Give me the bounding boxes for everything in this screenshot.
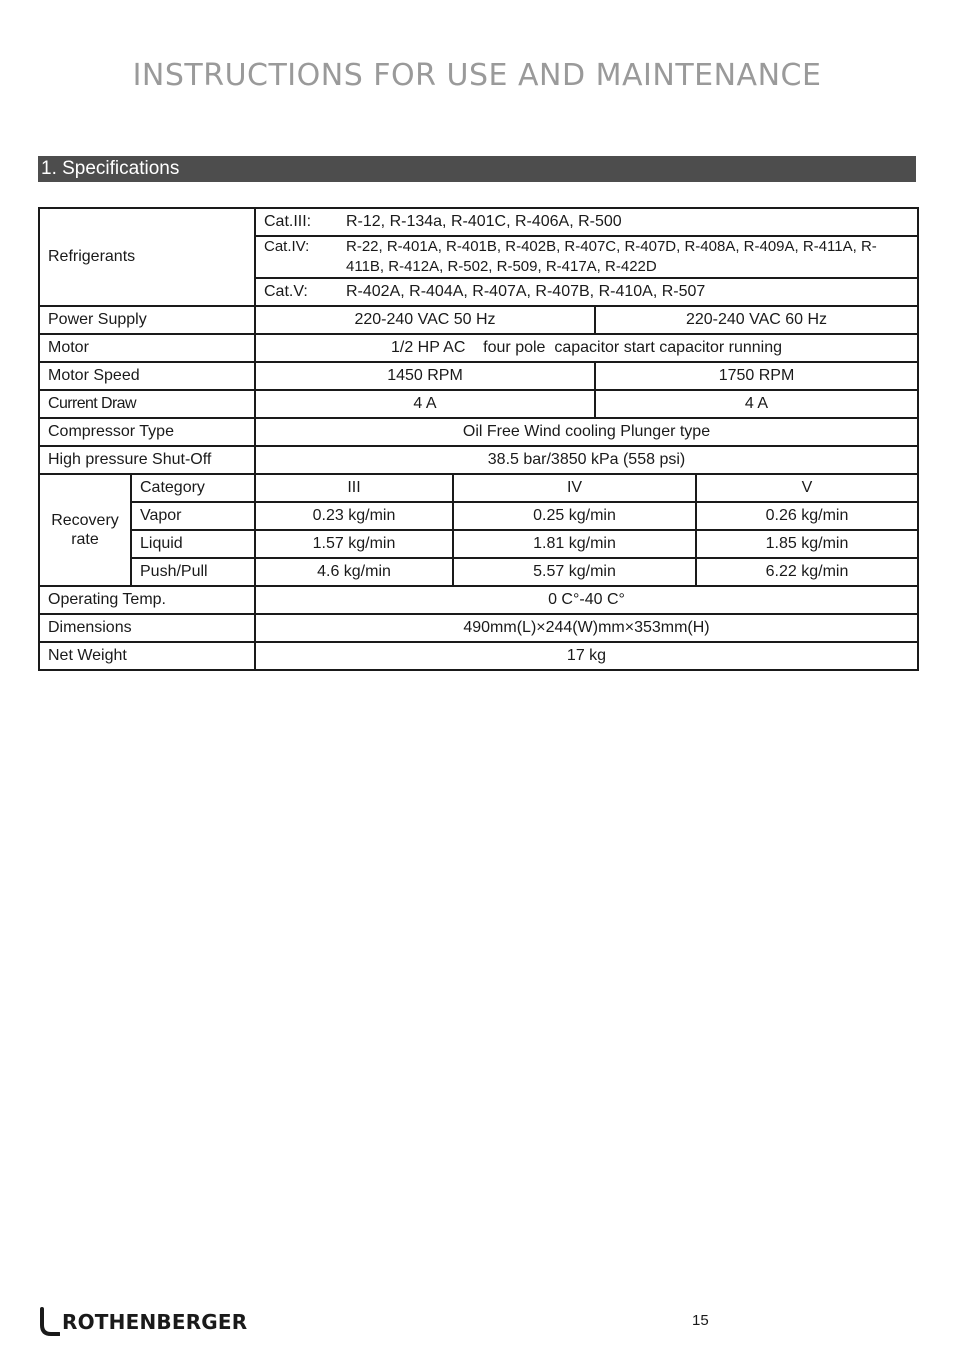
recovery-cat4: IV xyxy=(453,474,696,502)
dimensions-label: Dimensions xyxy=(39,614,255,642)
recovery-cat4: 5.57 kg/min xyxy=(453,558,696,586)
table-row xyxy=(39,306,918,334)
refrigerants-label: Refrigerants xyxy=(39,208,255,306)
table-row xyxy=(39,502,918,530)
recovery-row-label: Vapor xyxy=(131,502,255,530)
dimensions-value: 490mm(L)×244(W)mm×353mm(H) xyxy=(255,614,918,642)
motor-label: Motor xyxy=(39,334,255,362)
refrigerant-cat3-cell xyxy=(255,208,918,236)
specifications-table xyxy=(38,207,919,671)
current-draw-60hz: 4 A xyxy=(595,390,918,418)
table-row xyxy=(39,530,918,558)
recovery-cat5: 6.22 kg/min xyxy=(696,558,918,586)
recovery-rate-label xyxy=(39,474,131,586)
recovery-rate-line2: rate xyxy=(71,531,99,548)
recovery-cat4: 1.81 kg/min xyxy=(453,530,696,558)
motor-value: 1/2 HP AC four pole capacitor start capacitor running xyxy=(255,334,918,362)
recovery-cat5: 1.85 kg/min xyxy=(696,530,918,558)
cat5-key: Cat.V: xyxy=(264,283,308,300)
power-supply-label: Power Supply xyxy=(39,306,255,334)
recovery-cat5: 0.26 kg/min xyxy=(696,502,918,530)
power-supply-60hz: 220-240 VAC 60 Hz xyxy=(595,306,918,334)
section-heading: 1. Specifications xyxy=(38,156,916,182)
recovery-cat3: 0.23 kg/min xyxy=(255,502,453,530)
page-number: 15 xyxy=(692,1312,709,1329)
motor-speed-50hz: 1450 RPM xyxy=(255,362,595,390)
table-row xyxy=(39,474,918,502)
table-row xyxy=(39,614,918,642)
refrigerant-cat4-cell xyxy=(255,236,918,278)
table-row xyxy=(39,586,918,614)
high-pressure-label: High pressure Shut-Off xyxy=(39,446,255,474)
brand-logo xyxy=(38,1306,247,1338)
cat5-value: R-402A, R-404A, R-407A, R-407B, R-410A, R-507 xyxy=(346,283,706,300)
recovery-cat4: 0.25 kg/min xyxy=(453,502,696,530)
recovery-cat3: 4.6 kg/min xyxy=(255,558,453,586)
recovery-row-label: Push/Pull xyxy=(131,558,255,586)
recovery-row-label: Liquid xyxy=(131,530,255,558)
operating-temp-label: Operating Temp. xyxy=(39,586,255,614)
motor-speed-60hz: 1750 RPM xyxy=(595,362,918,390)
compressor-type-label: Compressor Type xyxy=(39,418,255,446)
recovery-row-label: Category xyxy=(131,474,255,502)
cat4-value: R-22, R-401A, R-401B, R-402B, R-407C, R-407D, R-408A, R-409A, R-411A, R-411B, R-412A, R-502, R-509, R-417A, R-422D xyxy=(346,238,877,275)
cat4-key: Cat.IV: xyxy=(264,238,310,255)
table-row xyxy=(39,418,918,446)
table-row xyxy=(39,362,918,390)
current-draw-label: Current Draw xyxy=(39,390,255,418)
compressor-type-value: Oil Free Wind cooling Plunger type xyxy=(255,418,918,446)
motor-speed-label: Motor Speed xyxy=(39,362,255,390)
brand-name: ROTHENBERGER xyxy=(62,1310,248,1334)
high-pressure-value: 38.5 bar/3850 kPa (558 psi) xyxy=(255,446,918,474)
net-weight-value: 17 kg xyxy=(255,642,918,670)
table-row xyxy=(39,208,918,236)
cat3-value: R-12, R-134a, R-401C, R-406A, R-500 xyxy=(346,213,622,230)
cat3-key: Cat.III: xyxy=(264,213,312,230)
net-weight-label: Net Weight xyxy=(39,642,255,670)
page-title: INSTRUCTIONS FOR USE AND MAINTENANCE xyxy=(132,58,822,93)
table-row xyxy=(39,642,918,670)
table-row xyxy=(39,558,918,586)
power-supply-50hz: 220-240 VAC 50 Hz xyxy=(255,306,595,334)
table-row xyxy=(39,446,918,474)
operating-temp-value: 0 C°-40 C° xyxy=(255,586,918,614)
recovery-cat3: III xyxy=(255,474,453,502)
recovery-cat5: V xyxy=(696,474,918,502)
brand-hook-icon xyxy=(38,1307,60,1337)
recovery-cat3: 1.57 kg/min xyxy=(255,530,453,558)
refrigerant-cat5-cell xyxy=(255,278,918,306)
table-row xyxy=(39,334,918,362)
table-row xyxy=(39,390,918,418)
current-draw-50hz: 4 A xyxy=(255,390,595,418)
recovery-rate-line1: Recovery xyxy=(51,512,119,529)
